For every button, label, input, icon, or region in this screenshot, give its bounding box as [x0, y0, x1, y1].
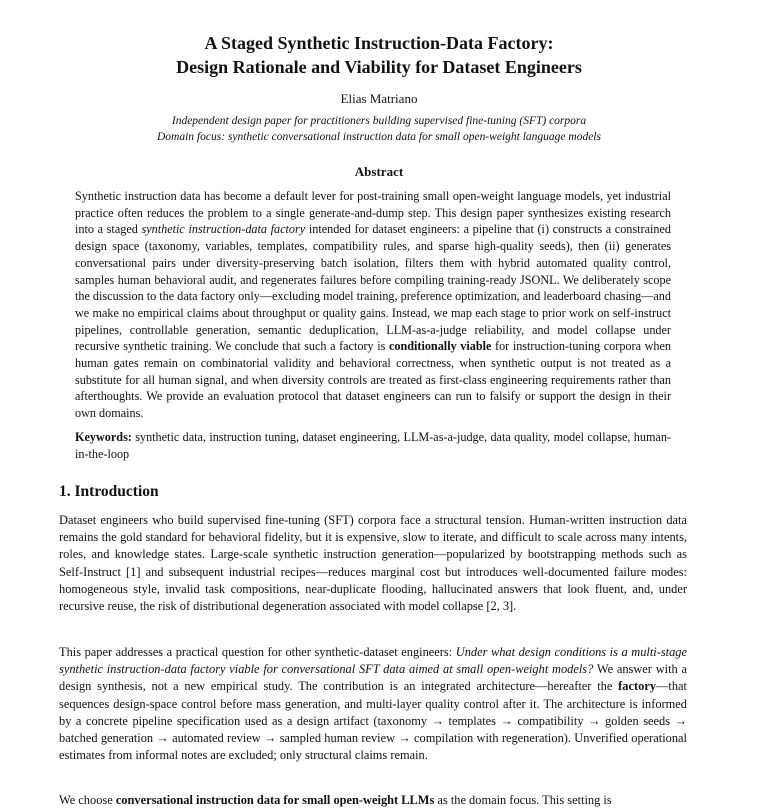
paper-title-line1: A Staged Synthetic Instruction-Data Factory:	[204, 33, 554, 53]
keywords-text: synthetic data, instruction tuning, dataset engineering, LLM-as-a-judge, data quality, model collapse, human-in-the-loop	[75, 430, 671, 461]
intro-p2-text-c: —that sequences design-space control before mass generation, and multi-layer quality control after it. The architecture is informed by a concrete pipeline specification used as a design artifact (taxonomy → templates → compatibility → golden seeds → batched generation → automated review → sampled human review → compilation with regeneration). Unverified operational estimates from informal notes are excluded; only structural claims remain.	[59, 679, 687, 763]
intro-p2-text-b: We answer with a design synthesis, not a new empirical study. The contribution is an integrated architecture—hereafter the	[59, 662, 687, 694]
abstract-body	[75, 188, 671, 422]
abstract-text-3: for instruction-tuning corpora when human gates remain on combinatorial validity and behavioral correctness, when synthetic output is not treated as a substitute for all human signal, and when diversity controls are treated as first-class engineering requirements rather than afterthoughts. We provide an evaluation protocol that dataset engineers can run to falsify or support the design in their own domains.	[75, 339, 671, 421]
abstract-text-1: Synthetic instruction data has become a default lever for post-training small open-weight language models, yet industrial practice often reduces the problem to a single generate-and-dump step. This design paper synthesizes existing research into a staged	[75, 189, 671, 237]
abstract-text-2: intended for dataset engineers: a pipeline that (i) constructs a constrained design space (taxonomy, variables, templates, compatibility rules, and sparse high-quality seeds), then (ii) generates conversational pairs under diversity-preserving batch isolation, filters them with hybrid automated quality control, samples human behavioral audit, and regenerates failures before compiling training-ready JSONL. We deliberately scope the discussion to the data factory only—excluding model training, preference optimization, and leaderboard chasing—and we make no empirical claims about throughput or quality gains. Instead, we map each stage to prior work on self-instruct pipelines, controllable generation, semantic deduplication, LLM-as-a-judge reliability, and model collapse under recursive synthetic training. We conclude that such a factory is	[75, 222, 671, 354]
intro-paragraph-2	[59, 644, 687, 764]
affiliation-line1: Independent design paper for practitioners building supervised fine-tuning (SFT) corpora	[171, 115, 587, 127]
keywords-label: Keywords:	[75, 430, 132, 444]
paper-title-line2: Design Rationale and Viability for Dataset Engineers	[176, 57, 582, 77]
intro-p3-text-b: as the domain focus. This setting is	[434, 793, 612, 807]
intro-p2-text-a: This paper addresses a practical question for other synthetic-dataset engineers:	[59, 645, 456, 659]
intro-paragraph-1: Dataset engineers who build supervised fine-tuning (SFT) corpora face a structural tension. Human-written instruction data remains the gold standard for behavioral fidelity, but it is expensive, slow to iterate, and difficult to scale across many intents, roles, and knowledge states. Large-scale synthetic instruction generation—popularized by bootstrapping methods such as Self-Instruct [1] and subsequent industrial recipes—reduces marginal cost but introduces well-documented failure modes: homogeneous style, invalid task compositions, near-duplicate flooding, hallucinated answers that look fluent, and, under recursive reuse, the risk of distributional degeneration associated with model collapse [2, 3].	[59, 513, 687, 614]
keywords	[75, 429, 671, 462]
abstract-heading: Abstract	[354, 164, 404, 179]
abstract-strong: conditionally viable	[388, 339, 492, 354]
abstract-emphasis: synthetic instruction-data factory	[141, 222, 306, 237]
intro-p3-strong: conversational instruction data for small open-weight LLMs	[115, 793, 435, 807]
intro-paragraph-3	[59, 792, 687, 809]
intro-p3-text-a: We choose	[59, 793, 116, 807]
intro-p2-question: Under what design conditions is a multi-stage synthetic instruction-data factory viable for conversational SFT data aimed at small open-weight models?	[59, 645, 687, 677]
intro-p2-strong: factory	[618, 679, 657, 694]
affiliation-line2: Domain focus: synthetic conversational instruction data for small open-weight language models	[157, 131, 601, 143]
author-name: Elias Matriano	[340, 91, 418, 106]
section-heading-introduction: 1. Introduction	[59, 483, 159, 500]
